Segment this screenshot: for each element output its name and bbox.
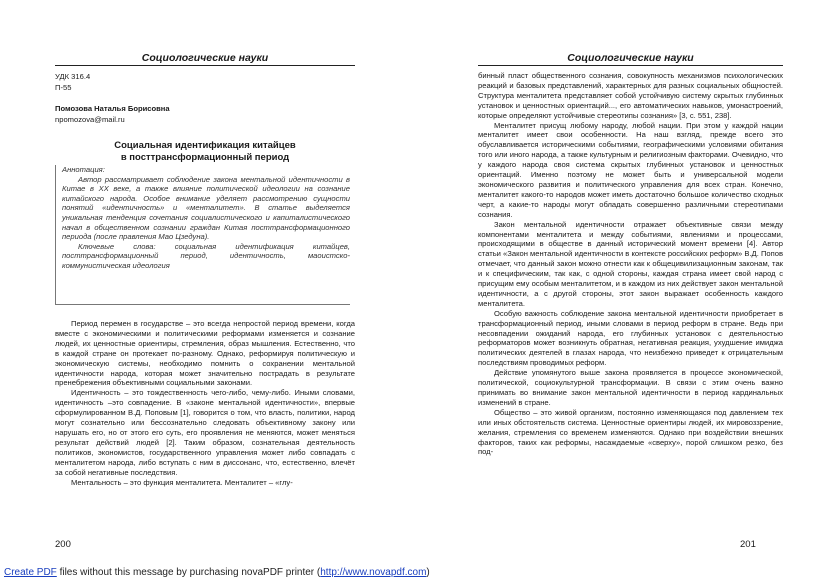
paragraph: Общество – это живой организм, постоянно изменяющаяся под давлением тех или иных обстоятельств система. Ценностные ориентиры людей, их мировоззрение, желания, стремления со временем изменяются. Однако при воздействии внешних факторов, таких как реформы, насаждаемые «сверху», порой слишком резко, без под-	[478, 407, 783, 457]
keywords: Ключевые слова: социальная идентификация китайцев, посттрансформационный период, идентичность, маоистско-коммунистическая идеология	[62, 241, 350, 270]
abstract-box	[55, 165, 350, 305]
right-page	[410, 0, 820, 548]
right-body-text	[478, 71, 783, 457]
abstract-text: Автор рассматривает соблюдение закона ментальной идентичности в Китае в XX веке, а также влияние политической идеологии на сознание китайского народа. Особое внимание уделяет рассмотрению сущности понятий «идентичность» и «менталитет». В статье выделяется уникальная тенденция сочетания социалистического и капиталистического начал в общественном сознании граждан Китая посттрансформационного периода (после правления Мао Цзедуна).	[62, 174, 350, 242]
paragraph: Действие упомянутого выше закона проявляется в процессе экономической, политической, социокультурной трансформации. В связи с этим очень важно принимать во внимание закон ментальной идентичности в период кардинальных изменений в стране.	[478, 368, 783, 407]
author-email: npomozova@mail.ru	[55, 115, 125, 124]
page-number-left: 200	[55, 539, 71, 550]
paragraph: Закон ментальной идентичности отражает объективные связи между компонентами менталитета и между событиями, явлениями и процессами, происходящими в обществе в данный исторический момент времени [4]. Автор статьи «Закон ментальной идентичности в контексте российских реформ» В.Д. Попов отмечает, что данный закон можно отнести как к общецивилизационным законам, так и к специфическим, так как, с одной стороны, каждая страна имеет свой народ с присущим ему особым менталитетом, и в каждом из них действует закон ментальной идентичности, а с другой стороны, этот закон выражает особенность каждого менталитета.	[478, 219, 783, 308]
paragraph: Особую важность соблюдение закона ментальной идентичности приобретает в трансформационный период, иными словами в период реформ в стране. Ведь при несовпадении ожиданий народа, его глубинных установок с деятельностью реформаторов может возникнуть обратная, негативная реакция, ухудшение имиджа политических деятелей в глазах народа, что неизбежно приведет к отрицательным последствиям проводимых реформ.	[478, 308, 783, 368]
paragraph: Идентичность – это тождественность чего-либо, чему-либо. Иными словами, идентичность –это совпадение. В «законе ментальной идентичности», впервые сформулированном В.Д. Поповым [1], говорится о том, что власть, политики, народ могут сознательно или бессознательно следовать объективному закону или нарушать его, но от этого его суть, его проявления не меняются, может меняться результат действий людей [2]. Таким образом, сознательная деятельность политиков, экономистов, государственного управления может либо совпадать с менталитетом народа, либо вступать с ним в диссонанс, что, естественно, влечёт за собой негативные последствия.	[55, 388, 355, 477]
running-head-left: Социологические науки	[55, 52, 355, 66]
left-page	[0, 0, 410, 548]
paragraph: Период перемен в государстве – это всегда непростой период времени, когда вместе с экономическими и политическими реформами изменяется и сознание людей, их ценностные ориентиры, стремления, образ мышления. Естественно, что в каждой стране он протекает по-разному. Однако, реформируя политическую и экономическую системы, необходимо помнить о сохранении ментальной идентичности народа, которая может значительно пострадать в результате пренебрежения объективными социальными законами.	[55, 319, 355, 388]
paragraph: Менталитет присущ любому народу, любой нации. При этом у каждой нации менталитет имеет свои особенности. На наш взгляд, прежде всего это обуславливается историческими событиями, географическими условиями обитания того или иного народа, а также культурным и религиозным факторами. Очевидно, что у каждого народа своя система скрытых глубинных установок и ценностных ориентаций. Именно поэтому не может быть и универсальной модели экономического развития и политического управления для всех стран. Конечно, менталитет какого-то народов может иметь достаточно большое количество сходных черт, а какие-то народы могут обладать совершенно различными стереотипами сознания.	[478, 120, 783, 219]
abstract-heading: Аннотация:	[62, 165, 105, 174]
article-meta	[55, 72, 355, 93]
title-line-2: в посттрансформационный период	[120, 151, 290, 163]
paragraph: Ментальность – это функция менталитета. Менталитет – «глу-	[71, 477, 293, 487]
article-title	[55, 140, 355, 163]
left-body-text	[55, 319, 355, 487]
create-pdf-link[interactable]: Create PDF	[4, 567, 57, 578]
title-line-1: Социальная идентификация китайцев	[114, 140, 296, 151]
footer-message: files without this message by purchasing novaPDF printer (	[56, 567, 321, 578]
author-name: Помозова Наталья Борисовна	[55, 104, 170, 113]
page-number-right: 201	[740, 539, 756, 550]
novapdf-url-link[interactable]: http://www.novapdf.com	[320, 567, 427, 578]
classification-code: П-55	[55, 82, 72, 92]
novapdf-footer-banner	[0, 566, 820, 580]
udk-code: УДК 316.4	[55, 72, 91, 81]
paragraph: бинный пласт общественного сознания, совокупность механизмов психологических реакций и базовых представлений, характерных для разных социальных общностей. Структура менталитета представляет собой устойчивую систему скрытых глубинных установок и ценностных ориентаций..., его автоматических навыков, умонастроений, которые определяют устойчивые стереотипы сознания» [3, с. 551, 238].	[478, 71, 783, 120]
footer-close-paren: )	[426, 567, 430, 578]
running-head-right: Социологические науки	[478, 52, 783, 66]
